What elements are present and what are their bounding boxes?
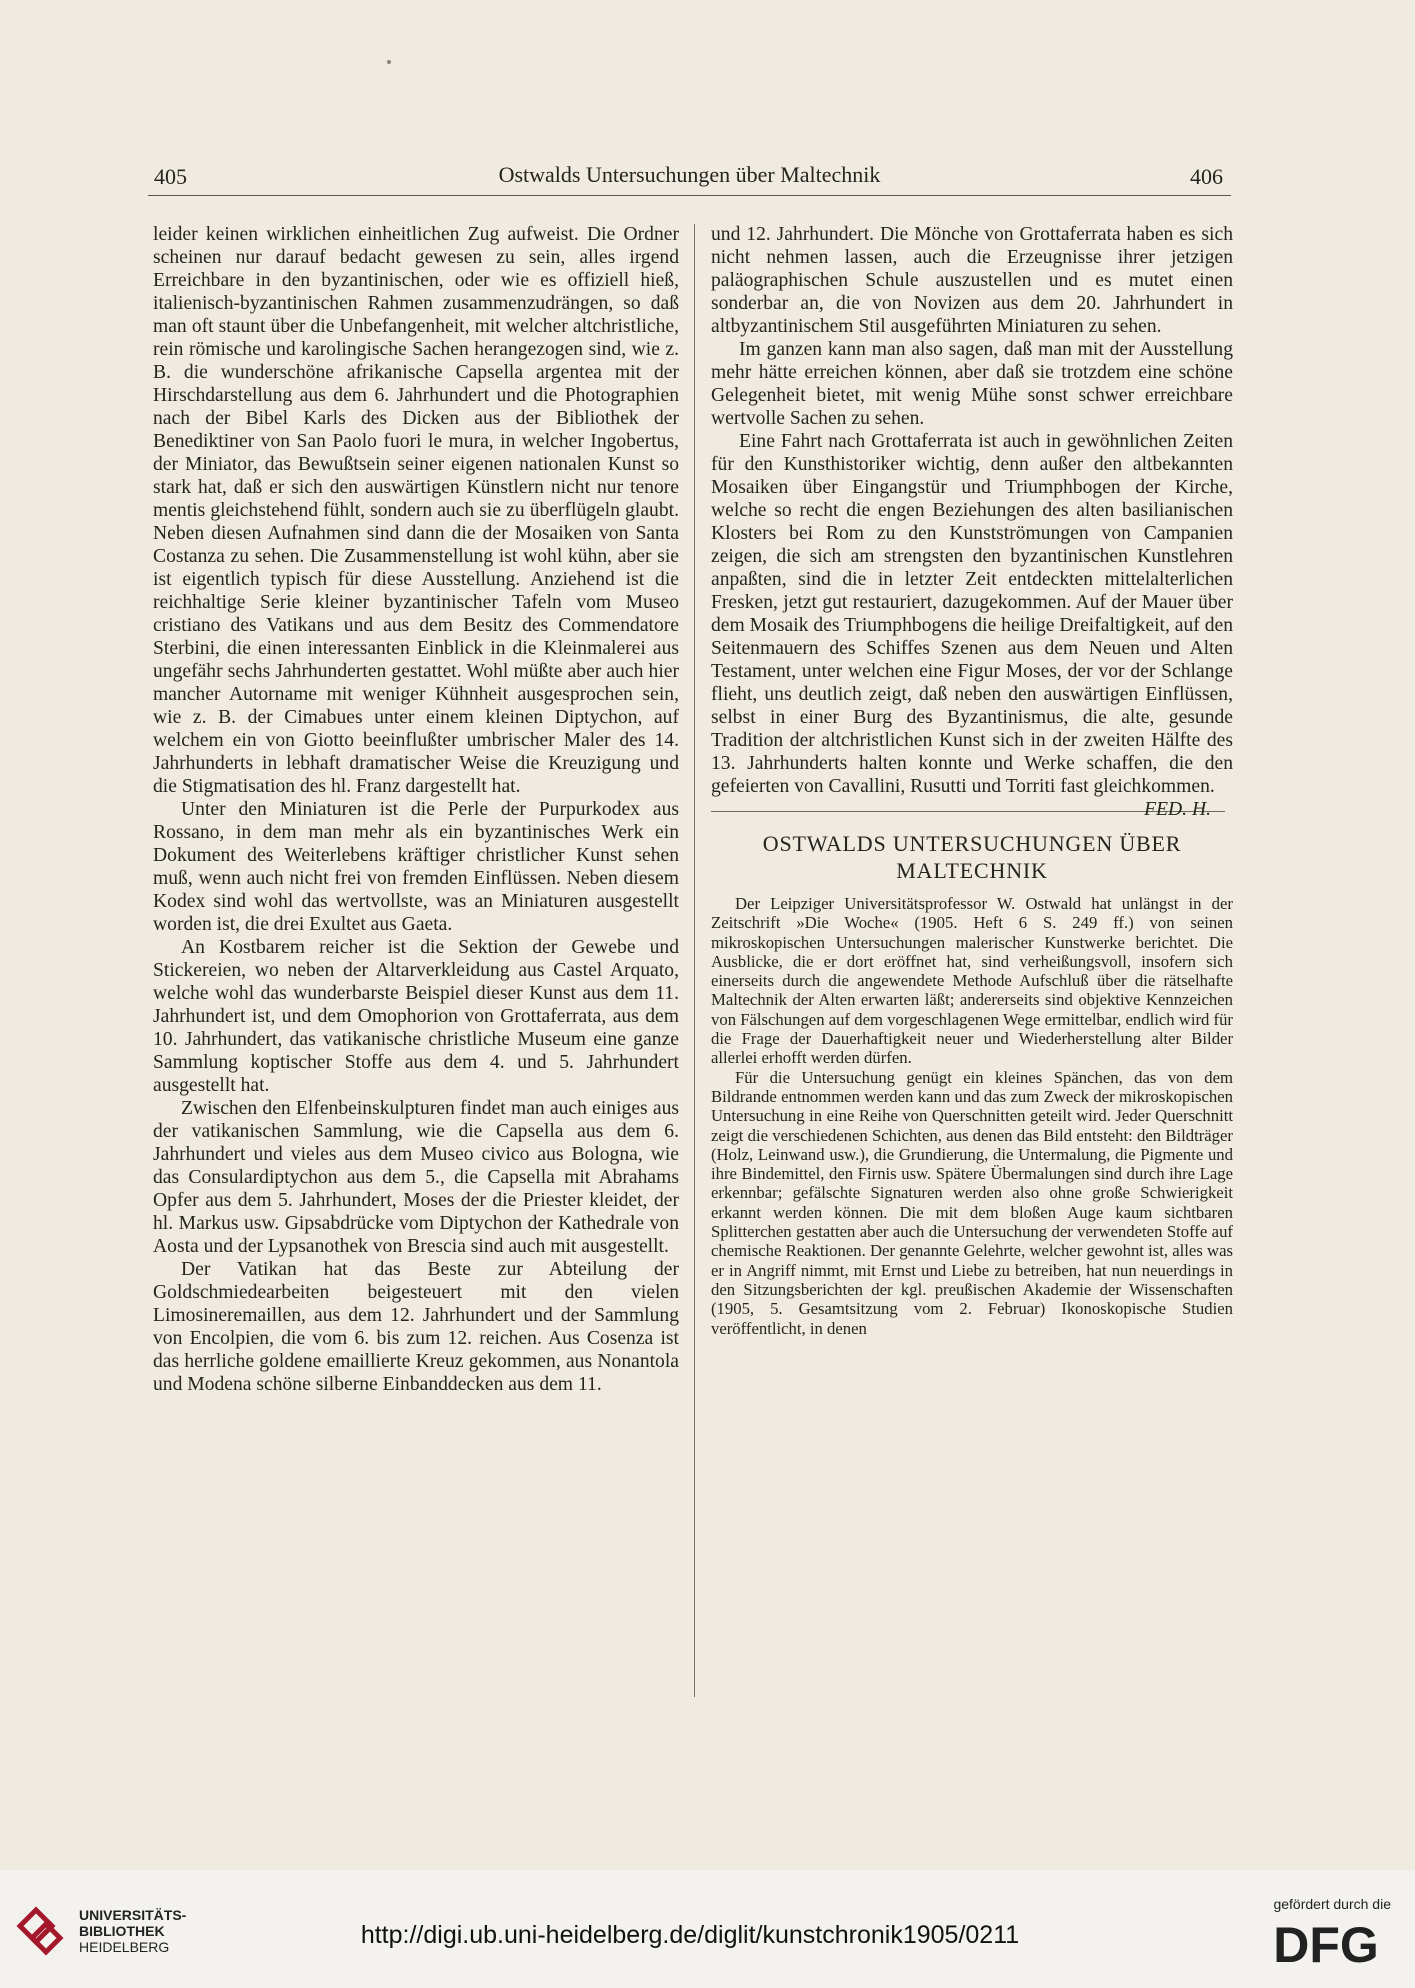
article-title-line-1: OSTWALDS UNTERSUCHUNGEN ÜBER — [762, 831, 1182, 856]
left-column — [153, 223, 679, 1396]
speck — [387, 60, 391, 64]
paragraph: leider keinen wirklichen einheitlichen Zug aufweist. Die Ordner scheinen nur darauf bedacht gewesen zu sein, alles irgend Erreichbare in den byzantinischen, oder wie es offiziell hieß, italienisch-byzantinischen Rahmen zusammenzudrängen, so daß man oft staunt über die Unbefangenheit, mit welcher altchristliche, rein römische und karolingische Sachen herangezogen sind, wie z. B. die wunderschöne afrikanische Capsella argentea mit der Hirschdarstellung aus dem 6. Jahrhundert und die Photographien nach der Bibel Karls des Dicken aus der Bibliothek der Benediktiner von San Paolo fuori le mura, in welcher Ingobertus, der Miniator, das Bewußtsein seiner eigenen nationalen Kunst so stark hat, daß er sich den auswärtigen Künstlern nicht nur tenore mentis gleichstehend fühlt, sondern auch sie zu überflügeln glaubt. Neben diesen Aufnahmen sind dann die der Mosaiken von Santa Costanza zu sehen. Die Zusammenstellung ist wohl kühn, aber sie ist eigentlich typisch für diese Ausstellung. Anziehend ist die reichhaltige Serie kleiner byzantinischer Tafeln vom Museo cristiano des Vatikans und aus dem Besitz des Commendatore Sterbini, die einen interessanten Einblick in die Kleinmalerei aus ungefähr sechs Jahrhunderten gestattet. Wohl müßte aber auch hier mancher Autorname mit weniger Kühnheit ausgesprochen sein, wie z. B. der Cimabues unter einem kleinen Diptychon, auf welchem ein von Giotto beeinflußter umbrischer Maler des 14. Jahrhunderts in lebhaft dramatischer Weise die Kreuzigung und die Stigmatisation des hl. Franz dargestellt hat. — [153, 224, 679, 797]
digitization-footer — [0, 1870, 1415, 1988]
author-signature: FED. H. — [1144, 799, 1211, 820]
paragraph: und 12. Jahrhundert. Die Mönche von Grottaferrata haben es sich nicht nehmen lassen, auch die Erzeugnisse ihrer jetzigen paläographischen Schule auszustellen und es mutet einen sonderbar an, die von Novizen aus dem 20. Jahrhundert in altbyzantinischem Stil ausgeführten Miniaturen zu sehen. — [711, 224, 1233, 337]
right-column — [711, 223, 1233, 1338]
source-url-link[interactable]: http://digi.ub.uni-heidelberg.de/diglit/kunstchronik1905/0211 — [360, 1921, 1020, 1949]
paragraph: Im ganzen kann man also sagen, daß man mit der Ausstellung mehr hätte erreichen können, aber daß sie trotzdem eine schöne Gelegenheit bietet, mit wenig Mühe sonst schwer erreichbare wertvolle Sachen zu sehen. — [711, 339, 1233, 429]
university-library-logo-icon — [16, 1904, 68, 1956]
running-title: Ostwalds Untersuchungen über Maltechnik — [498, 162, 881, 187]
paragraph: Für die Untersuchung genügt ein kleines Spänchen, das von dem Bildrande entnommen werden kann und das zum Zweck der mikroskopischen Untersuchung in eine Reihe von Querschnitten geteilt wird. Jeder Querschnitt zeigt die verschiedenen Schichten, aus denen das Bild entsteht: den Bildträger (Holz, Leinwand usw.), die Grundierung, die Untermalung, die Pigmente und ihre Bindemittel, den Firnis usw. Spätere Übermalungen sind durch ihre Lage erkennbar; gefälschte Signaturen werden also ohne große Schwierigkeit erkannt werden können. Die mit dem bloßen Auge kaum sichtbaren Splitterchen gestatten aber auch die Untersuchung der verwendeten Stoffe auf chemische Reaktionen. Der genannte Gelehrte, welcher gewohnt ist, alles was er in Angriff nimmt, mit Ernst und Liebe zu betreiben, hat nun neuerdings in den Sitzungsberichten der kgl. preußischen Akademie der Wissenschaften (1905, 5. Gesamtsitzung vom 2. Februar) Ikonoskopische Studien veröffentlicht, in denen — [711, 1067, 1233, 1338]
paragraph-text: Eine Fahrt nach Grottaferrata ist auch in gewöhnlichen Zeiten für den Kunsthistoriker wichtig, denn außer den altbekannten Mosaiken über Eingangstür und Triumphbogen der Kirche, welche so recht die engen Beziehungen des alten basilianischen Klosters bei Rom zu den Kunstströmungen von Campanien zeigen, die sich am strengsten den byzantinischen Kunstlehren anpaßten, sind die in letzter Zeit entdeckten mittelalterlichen Fresken, jetzt gut restauriert, dazugekommen. Auf der Mauer über dem Mosaik des Triumphbogens die heilige Dreifaltigkeit, auf den Seitenmauern des Schiffes Szenen aus dem Neuen und Alten Testament, unter welchen eine Figur Moses, der vor der Schlange flieht, uns deutlich zeigt, daß neben den auswärtigen Einflüssen, selbst in einer Burg des Byzantinismus, die alte, gesunde Tradition der altchristlichen Kunst sich in der zweiten Hälfte des 13. Jahrhunderts halten konnte und Werke schaffen, die den gefeierten von Cavallini, Rusutti und Torriti fast gleichkommen. — [711, 431, 1233, 797]
page-number-left: 405 — [154, 164, 187, 189]
paragraph: Der Leipziger Universitätsprofessor W. Ostwald hat unlängst in der Zeitschrift »Die Woche« (1905. Heft 6 S. 249 ff.) von seinen mikroskopischen Untersuchungen malerischer Kunstwerke berichtet. Die Ausblicke, die er dort eröffnet hat, sind verheißungsvoll, insofern sich einerseits durch die angewendete Methode Aufschluß über die rätselhafte Maltechnik der Alten erwarten läßt; andererseits sind objektive Kennzeichen von Fälschungen auf dem vorgeschlagenen Wege ermittelbar, endlich wird für die Frage der Dauerhaftigkeit neuer und Wiederherstellung alter Bilder allerlei erhofft werden dürfen. — [711, 894, 1233, 1068]
library-name-line-1: UNIVERSITÄTS- — [79, 1907, 187, 1923]
paragraph: Unter den Miniaturen ist die Perle der Purpurkodex aus Rossano, in dem man mehr als ein byzantinisches Werk ein Dokument des Weiterlebens kräftiger christlicher Kunst sehen muß, wenn auch nicht frei von fremden Einflüssen. Neben diesem Kodex sind wohl das wertvollste, was an Miniaturen ausgestellt worden ist, die drei Exultet aus Gaeta. — [153, 799, 679, 935]
header-rule — [148, 195, 1231, 196]
paragraph: Der Vatikan hat das Beste zur Abteilung der Goldschmiedearbeiten beigesteuert mit den vielen Limosineremaillen, aus dem 12. Jahrhundert und der Sammlung von Encolpien, die vom 6. bis zum 12. reichen. Aus Cosenza ist das herrliche goldene emaillierte Kreuz gekommen, aus Nonantola und Modena schöne silberne Einbanddecken aus dem 11. — [153, 1259, 679, 1395]
paragraph: An Kostbarem reicher ist die Sektion der Gewebe und Stickereien, wo neben der Altarverkleidung aus Castel Arquato, welche wohl das wunderbarste Beispiel dieser Kunst aus dem 11. Jahrhundert ist, und dem Omophorion von Grottaferrata, aus dem 10. Jahrhundert, das vatikanische christliche Museum eine ganze Sammlung koptischer Stoffe aus dem 4. und 5. Jahrhundert ausgestellt hat. — [153, 937, 679, 1096]
paragraph: Zwischen den Elfenbeinskulpturen findet man auch einiges aus der vatikanischen Sammlung, wie die Capsella aus dem 6. Jahrhundert und vieles aus dem Museo civico aus Bologna, wie das Consulardiptychon aus dem 5., die Capsella mit Abrahams Opfer aus dem 5. Jahrhundert, Moses der die Priester kleidet, der hl. Markus usw. Gipsabdrücke vom Diptychon der Kathedrale von Aosta und der Lypsanothek von Brescia sind auch mit ausgestellt. — [153, 1098, 679, 1257]
library-name-line-3: HEIDELBERG — [79, 1939, 170, 1955]
library-name — [79, 1907, 186, 1955]
dfg-logo-icon — [1261, 1918, 1391, 1968]
logo-strokes — [20, 1910, 60, 1952]
funded-by-label: gefördert durch die — [1273, 1896, 1391, 1912]
article-body — [711, 894, 1233, 1338]
library-name-line-2: BIBLIOTHEK — [79, 1923, 165, 1939]
paragraph — [711, 430, 1233, 820]
article-title — [711, 830, 1233, 884]
dfg-logo-text: DFG — [1273, 1918, 1379, 1968]
article-title-line-2: MALTECHNIK — [896, 858, 1048, 883]
page-number-right: 406 — [1190, 164, 1223, 189]
column-divider — [694, 224, 695, 1697]
running-header — [148, 160, 1231, 194]
